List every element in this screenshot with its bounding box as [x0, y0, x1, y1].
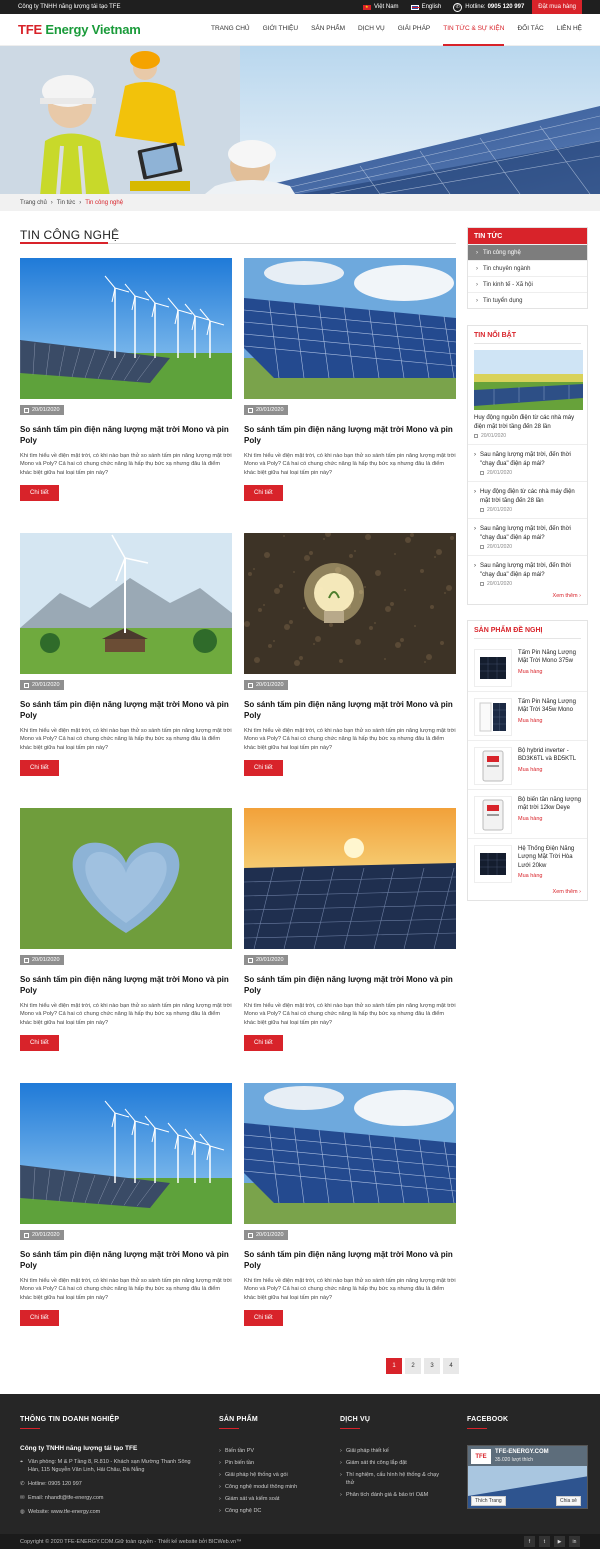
news-card-date [244, 1230, 288, 1240]
inverter-product-image [479, 798, 507, 832]
footer-email[interactable] [20, 1494, 200, 1502]
linkedin-icon[interactable]: in [569, 1536, 580, 1547]
news-card-thumbnail[interactable] [20, 258, 232, 399]
product-name[interactable]: Tấm Pin Năng Lượng Mặt Trời 345w Mono [518, 699, 576, 714]
breadcrumb-chevron-icon: › [50, 199, 53, 206]
footer-product-link[interactable]: › Công nghệ modul thông minh [219, 1483, 324, 1491]
news-card-date [244, 405, 288, 415]
top-hotline[interactable] [453, 3, 524, 12]
featured-news-item[interactable]: › Huy động điện từ các nhà máy điện mặt trời tăng đến 28 lần [468, 481, 587, 505]
footer-service-link[interactable]: › Giải pháp thiết kế [340, 1447, 445, 1455]
news-card-excerpt: Khi tìm hiểu về điện mặt trời, có khi nào bạn thử so sánh tấm pin năng lượng mặt trời Mono và Poly? Cả hai có chung chức năng là hấp thụ bức xạ nhưng đâu là điểm khác biệt giữa hai loại tấm pin này? [244, 1002, 456, 1026]
calendar-icon [474, 434, 478, 438]
footer-facebook-col [467, 1416, 588, 1509]
sidebar-category-item[interactable]: › Tin công nghệ [468, 244, 587, 260]
news-card-title[interactable]: So sánh tấm pin điện năng lượng mặt trời Mono và pin Poly [244, 1249, 453, 1270]
globe-icon: ◍ [20, 1509, 25, 1515]
news-card-title[interactable]: So sánh tấm pin điện năng lượng mặt trời Mono và pin Poly [244, 699, 453, 720]
product-name[interactable]: Hệ Thống Điện Năng Lượng Mặt Trời Hòa Lưới 20kw [518, 846, 575, 869]
footer-service-link[interactable]: › Phân tích đánh giá & bảo trì O&M [340, 1491, 445, 1499]
date-text: 20/01/2020 [256, 682, 284, 688]
solar-panel-product-image [478, 700, 508, 734]
footer-company-col [20, 1416, 200, 1516]
featured-heading-line [474, 343, 581, 344]
nav-item-7[interactable]: ĐỐI TÁC [517, 25, 544, 32]
news-card [20, 533, 232, 776]
product-name[interactable]: Bộ hybrid inverter - BD3K6TL và BD5KTL [518, 748, 577, 763]
breadcrumb-chevron-icon: › [79, 199, 82, 206]
website-text: Website: www.tfe-energy.com [28, 1509, 101, 1515]
nav-item-2[interactable]: GIỚI THIỆU [262, 25, 299, 32]
logo-energy-vietnam: Energy Vietnam [45, 22, 141, 37]
featured-news-date [468, 579, 587, 587]
calendar-icon [480, 545, 484, 549]
nav-item-4[interactable]: DỊCH VỤ [358, 25, 385, 32]
footer-products-heading: SẢN PHẨM [219, 1416, 258, 1423]
featured-see-more-link[interactable]: Xem thêm › [552, 593, 581, 599]
product-buy-link[interactable]: Mua hàng [518, 717, 543, 724]
wind-turbine-mountains-image [20, 533, 232, 674]
news-card-date [20, 405, 64, 415]
solar-sunset-image [244, 808, 456, 949]
footer-hotline[interactable] [20, 1480, 200, 1488]
calendar-icon [24, 683, 29, 688]
featured-solar-field-image [474, 350, 583, 410]
news-card-detail-button[interactable]: Chi tiết [244, 1310, 283, 1326]
nav-item-6[interactable]: TIN TỨC & SỰ KIỆN [443, 14, 504, 46]
date-text: 20/01/2020 [487, 470, 513, 476]
windmills-solar-image [20, 258, 232, 399]
date-text: 20/01/2020 [32, 1232, 60, 1238]
copyright-bar [0, 1534, 600, 1549]
news-card-detail-button[interactable]: Chi tiết [20, 1035, 59, 1051]
page-button-3[interactable]: 3 [424, 1358, 440, 1374]
footer-heading-line [467, 1428, 487, 1429]
news-card-title[interactable]: So sánh tấm pin điện năng lượng mặt trời Mono và pin Poly [20, 699, 229, 720]
address-text: Văn phòng: M & P Tầng 8, R.810 - Khách sạn Mường Thanh Sông Hàn, 115 Nguyễn Văn Linh, Hải Châu, Đà Nẵng [28, 1459, 191, 1473]
logo-tfe: TFE [18, 22, 42, 37]
product-buy-link[interactable]: Mua hàng [518, 766, 543, 773]
news-card-thumbnail[interactable] [244, 808, 456, 949]
news-card [20, 258, 232, 501]
date-text: 20/01/2020 [256, 1232, 284, 1238]
product-thumbnail[interactable] [474, 845, 512, 883]
news-card-thumbnail[interactable] [20, 1083, 232, 1224]
news-card-detail-button[interactable]: Chi tiết [20, 485, 59, 501]
lightbulb-soil-image [244, 533, 456, 674]
product-buy-link[interactable]: Mua hàng [518, 668, 543, 675]
breadcrumb-current: Tin công nghệ [85, 199, 124, 206]
product-thumbnail[interactable] [474, 649, 512, 687]
pagination [383, 1358, 459, 1374]
news-card-excerpt: Khi tìm hiểu về điện mặt trời, có khi nào bạn thử so sánh tấm pin năng lượng mặt trời Mono và Poly? Cả hai có chung chức năng là hấp thụ bức xạ nhưng đâu là điểm khác biệt giữa hai loại tấm pin này? [20, 1002, 232, 1026]
title-underline [20, 243, 456, 244]
footer-product-link[interactable]: › Biến tần PV [219, 1447, 324, 1455]
youtube-icon[interactable]: ▶ [554, 1536, 565, 1547]
breadcrumb-home[interactable]: Trang chủ [20, 199, 47, 206]
calendar-icon [480, 471, 484, 475]
calendar-icon [480, 508, 484, 512]
site-logo[interactable] [18, 22, 198, 37]
mail-icon: ✉ [20, 1495, 25, 1501]
lang-english-link[interactable] [411, 4, 442, 10]
fb-share-button[interactable] [556, 1496, 581, 1506]
news-card-title[interactable]: So sánh tấm pin điện năng lượng mặt trời Mono và pin Poly [20, 424, 229, 445]
fb-share-label: Chia sẻ [560, 1498, 577, 1504]
sidebar-category-item[interactable]: › Tin chuyên ngành [468, 260, 587, 276]
date-text: 20/01/2020 [32, 407, 60, 413]
product-info [518, 649, 581, 687]
sidebar-category-item[interactable]: › Tin kinh tế - Xã hội [468, 276, 587, 292]
solar-panels-sky-image [244, 258, 456, 399]
news-card-date [20, 680, 64, 690]
footer-product-link[interactable]: › Giải pháp hệ thống và gói [219, 1471, 324, 1479]
order-button[interactable]: Đặt mua hàng [532, 0, 582, 14]
copyright-text: Copyright © 2020 TFE-ENERGY.COM.Giữ toàn quyền - Thiết kế website bởi BICWeb.vn™ [20, 1538, 242, 1545]
product-info [518, 845, 581, 883]
news-card-title[interactable]: So sánh tấm pin điện năng lượng mặt trời Mono và pin Poly [244, 424, 453, 445]
footer-service-link[interactable]: › Thí nghiệm, cấu hình hệ thống & chạy thử [340, 1471, 445, 1487]
heart-solar-farm-image [20, 808, 232, 949]
page-title: TIN CÔNG NGHỆ [20, 228, 120, 242]
news-card [244, 258, 456, 501]
news-card-date [244, 680, 288, 690]
uk-flag-icon [411, 5, 419, 10]
product-name[interactable]: Tấm Pin Năng Lượng Mặt Trời Mono 375w [518, 650, 576, 665]
news-card-thumbnail[interactable] [20, 533, 232, 674]
featured-main-date [468, 431, 587, 439]
lang-vietnam-link[interactable] [363, 4, 399, 10]
news-card-thumbnail[interactable] [244, 533, 456, 674]
product-info [518, 698, 581, 736]
footer-company-heading: THÔNG TIN DOANH NGHIỆP [20, 1416, 120, 1423]
news-card-excerpt: Khi tìm hiểu về điện mặt trời, có khi nào bạn thử so sánh tấm pin năng lượng mặt trời Mono và Poly? Cả hai có chung chức năng là hấp thụ bức xạ nhưng đâu là điểm khác biệt giữa hai loại tấm pin này? [244, 1277, 456, 1301]
news-card [244, 1083, 456, 1326]
phone-icon: ✆ [20, 1481, 25, 1487]
location-icon: ⌖ [20, 1459, 24, 1465]
featured-image[interactable] [474, 350, 583, 410]
footer-website[interactable] [20, 1508, 200, 1516]
fb-like-button[interactable] [471, 1496, 506, 1506]
featured-news-item[interactable]: › Sau năng lượng mặt trời, đến thời "chạy đua" điện áp mái? [468, 444, 587, 468]
email-text: Email: nhandt@tfe-energy.com [28, 1495, 104, 1501]
date-text: 20/01/2020 [487, 507, 513, 513]
facebook-page-widget[interactable] [467, 1445, 588, 1509]
see-more-label: Xem thêm [552, 889, 578, 895]
footer-facebook-heading: FACEBOOK [467, 1416, 509, 1423]
hero-engineers-solar-image [0, 46, 600, 194]
solar-panel-product-image [477, 849, 509, 879]
nav-item-8[interactable]: LIÊN HỆ [556, 25, 582, 32]
site-header [0, 14, 600, 46]
news-card-detail-button[interactable]: Chi tiết [244, 760, 283, 776]
footer-product-link[interactable]: › Giám sát và kiểm soát [219, 1495, 324, 1503]
featured-news-item[interactable]: › Sau năng lượng mặt trời, đến thời "chạy đua" điện áp mái? [468, 518, 587, 542]
hotline-number: 0905 120 997 [487, 4, 525, 10]
site-footer [0, 1394, 600, 1534]
products-heading-line [474, 638, 581, 639]
fb-page-name: TFE-ENERGY.COM [495, 1449, 549, 1455]
featured-news-date [468, 542, 587, 550]
product-thumbnail[interactable] [474, 698, 512, 736]
date-text: 20/01/2020 [481, 433, 507, 439]
news-card-title[interactable]: So sánh tấm pin điện năng lượng mặt trời Mono và pin Poly [20, 1249, 229, 1270]
nav-item-1[interactable]: TRANG CHỦ [210, 25, 250, 32]
product-buy-link[interactable]: Mua hàng [518, 872, 543, 879]
date-text: 20/01/2020 [487, 544, 513, 550]
nav-item-5[interactable]: GIẢI PHÁP [397, 25, 431, 32]
news-card-date [244, 955, 288, 965]
news-card [244, 533, 456, 776]
featured-news-date [468, 468, 587, 476]
fb-like-count: 35.020 lượt thích [495, 1457, 534, 1463]
footer-product-link[interactable]: › Công nghệ DC [219, 1507, 324, 1515]
inverter-product-image [479, 749, 507, 783]
page-button-4[interactable]: 4 [443, 1358, 459, 1374]
sidebar-featured [467, 325, 588, 605]
news-card-thumbnail[interactable] [244, 1083, 456, 1224]
nav-item-3[interactable]: SẢN PHẨM [311, 25, 346, 32]
footer-product-link[interactable]: › Pin biến tần [219, 1459, 324, 1467]
calendar-icon [24, 958, 29, 963]
footer-heading-line [20, 1428, 40, 1429]
news-card-date [20, 1230, 64, 1240]
calendar-icon [24, 408, 29, 413]
news-card-excerpt: Khi tìm hiểu về điện mặt trời, có khi nào bạn thử so sánh tấm pin năng lượng mặt trời Mono và Poly? Cả hai có chung chức năng là hấp thụ bức xạ nhưng đâu là điểm khác biệt giữa hai loại tấm pin này? [20, 727, 232, 751]
date-text: 20/01/2020 [256, 957, 284, 963]
news-card [244, 808, 456, 1051]
products-see-more-link[interactable]: Xem thêm › [552, 889, 581, 895]
news-card [20, 808, 232, 1051]
suggested-product [468, 691, 587, 736]
news-card-detail-button[interactable]: Chi tiết [244, 485, 283, 501]
calendar-icon [248, 1233, 253, 1238]
product-info [518, 747, 581, 785]
solar-panel-product-image [477, 653, 509, 683]
product-thumbnail[interactable] [474, 796, 512, 834]
sidebar-category-item[interactable]: › Tin tuyển dụng [468, 292, 587, 308]
suggested-product [468, 740, 587, 785]
products-heading: SẢN PHẨM ĐỀ NGHỊ [474, 627, 543, 634]
solar-panels-sky-image [244, 1083, 456, 1224]
twitter-icon[interactable]: t [539, 1536, 550, 1547]
fb-like-label: Thích Trang [475, 1498, 502, 1504]
news-card-excerpt: Khi tìm hiểu về điện mặt trời, có khi nào bạn thử so sánh tấm pin năng lượng mặt trời Mono và Poly? Cả hai có chung chức năng là hấp thụ bức xạ nhưng đâu là điểm khác biệt giữa hai loại tấm pin này? [20, 452, 232, 476]
footer-address [20, 1458, 200, 1474]
news-card-detail-button[interactable]: Chi tiết [20, 760, 59, 776]
news-card-thumbnail[interactable] [20, 808, 232, 949]
sidebar-news-categories [467, 227, 588, 309]
featured-heading: TIN NỔI BẬT [474, 332, 516, 339]
sidebar-products [467, 620, 588, 901]
lang-en-label: English [421, 4, 442, 10]
suggested-product [468, 838, 587, 883]
news-card-detail-button[interactable]: Chi tiết [20, 1310, 59, 1326]
top-company-name: Công ty TNHH năng lượng tái tạo TFE [18, 4, 121, 10]
breadcrumb-news[interactable]: Tin tức [56, 199, 76, 206]
hotline-label: Hotline: [465, 4, 486, 10]
featured-news-date [468, 505, 587, 513]
date-text: 20/01/2020 [256, 407, 284, 413]
news-card-title[interactable]: So sánh tấm pin điện năng lượng mặt trời Mono và pin Poly [20, 974, 229, 995]
news-card-detail-button[interactable]: Chi tiết [244, 1035, 283, 1051]
fb-page-logo: TFE [471, 1449, 491, 1464]
date-text: 20/01/2020 [32, 957, 60, 963]
news-card-thumbnail[interactable] [244, 258, 456, 399]
lang-vn-label: Việt Nam [373, 4, 399, 10]
hotline-text: Hotline: 0905 120 997 [28, 1481, 82, 1487]
product-buy-link[interactable]: Mua hàng [518, 815, 543, 822]
calendar-icon [248, 683, 253, 688]
date-text: 20/01/2020 [487, 581, 513, 587]
calendar-icon [248, 958, 253, 963]
product-thumbnail[interactable] [474, 747, 512, 785]
page-button-1[interactable]: 1 [386, 1358, 402, 1374]
phone-icon: ✆ [453, 3, 462, 12]
featured-news-item[interactable]: › Sau năng lượng mặt trời, đến thời "chạy đua" điện áp mái? [468, 555, 587, 579]
calendar-icon [248, 408, 253, 413]
see-more-label: Xem thêm [552, 593, 578, 599]
date-text: 20/01/2020 [32, 682, 60, 688]
top-bar [0, 0, 600, 14]
footer-company-name: Công ty TNHH năng lượng tái tạo TFE [20, 1445, 138, 1452]
news-card [20, 1083, 232, 1326]
calendar-icon [480, 582, 484, 586]
vietnam-flag-icon [363, 5, 371, 10]
news-card-title[interactable]: So sánh tấm pin điện năng lượng mặt trời Mono và pin Poly [244, 974, 453, 995]
calendar-icon [24, 1233, 29, 1238]
suggested-product [468, 643, 587, 687]
sidebar-news-heading: TIN TỨC [468, 228, 587, 244]
page-button-2[interactable]: 2 [405, 1358, 421, 1374]
footer-services-col [340, 1416, 445, 1499]
news-card-excerpt: Khi tìm hiểu về điện mặt trời, có khi nào bạn thử so sánh tấm pin năng lượng mặt trời Mono và Poly? Cả hai có chung chức năng là hấp thụ bức xạ nhưng đâu là điểm khác biệt giữa hai loại tấm pin này? [244, 727, 456, 751]
news-card-date [20, 955, 64, 965]
facebook-icon[interactable]: f [524, 1536, 535, 1547]
news-card-excerpt: Khi tìm hiểu về điện mặt trời, có khi nào bạn thử so sánh tấm pin năng lượng mặt trời Mono và Poly? Cả hai có chung chức năng là hấp thụ bức xạ nhưng đâu là điểm khác biệt giữa hai loại tấm pin này? [20, 1277, 232, 1301]
footer-products-col [219, 1416, 324, 1515]
footer-service-link[interactable]: › Giám sát thi công lắp đặt [340, 1459, 445, 1467]
breadcrumb [0, 194, 600, 211]
main-nav [198, 14, 582, 46]
suggested-product [468, 789, 587, 834]
windmills-solar-image [20, 1083, 232, 1224]
product-info [518, 796, 581, 834]
featured-main-title[interactable]: Huy động nguồn điện từ các nhà máy điện mặt trời tầng đến 28 lần [474, 415, 575, 430]
news-card-excerpt: Khi tìm hiểu về điện mặt trời, có khi nào bạn thử so sánh tấm pin năng lượng mặt trời Mono và Poly? Cả hai có chung chức năng là hấp thụ bức xạ nhưng đâu là điểm khác biệt giữa hai loại tấm pin này? [244, 452, 456, 476]
hero-banner [0, 46, 600, 194]
footer-services-heading: DỊCH VỤ [340, 1416, 371, 1423]
product-name[interactable]: Bộ biến tần năng lượng mặt trời 12kw Deye [518, 797, 581, 812]
